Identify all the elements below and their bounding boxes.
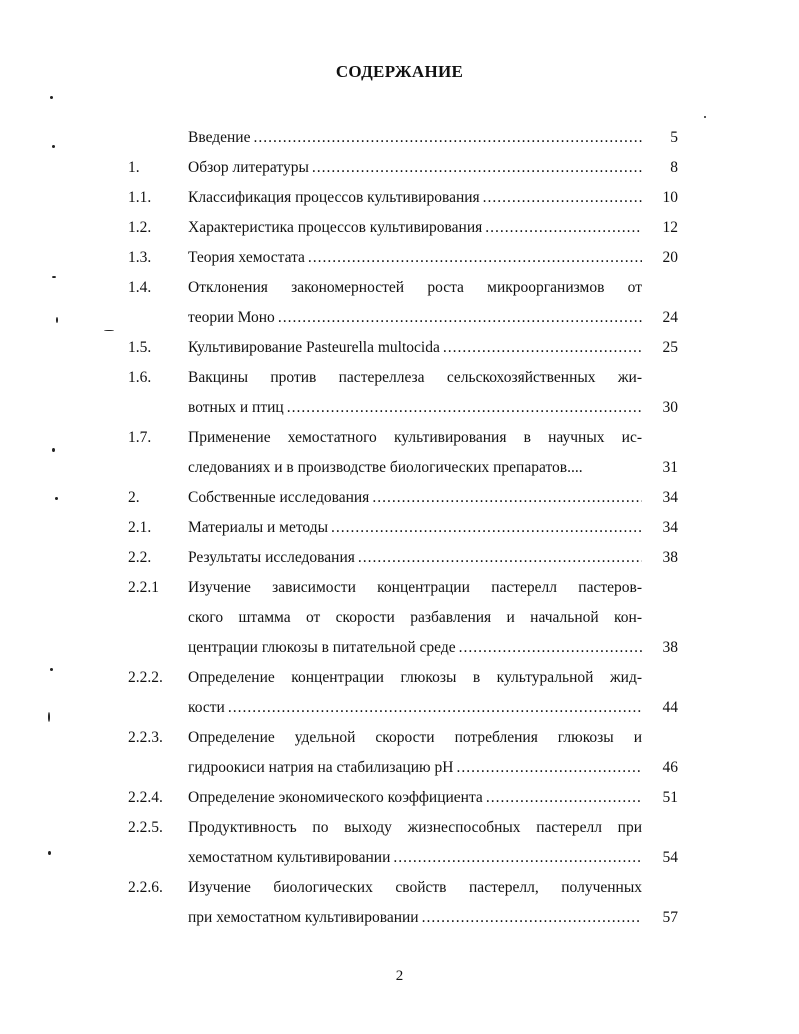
leader-dots	[456, 753, 642, 783]
toc-entry-line: центрации глюкозы в питательной среде .....	[188, 633, 642, 663]
toc-entry-line: Классификация процессов культивирования .....	[188, 183, 642, 213]
toc-entry-number: 1.6.	[128, 369, 152, 386]
toc-entry-page: 44	[662, 699, 678, 716]
toc-entry-page: 25	[662, 339, 678, 356]
toc-entry-line: Теория хемостата .....	[188, 243, 642, 273]
toc-entry-line: Введение .....	[188, 123, 642, 153]
toc-entry-line: Определение удельной скорости потребления глюкозы и	[188, 729, 642, 746]
toc-entry-page: 5	[670, 129, 678, 146]
toc-entry-number: 1.2.	[128, 219, 152, 236]
toc-entry-page: 54	[662, 849, 678, 866]
toc-entry-page: 51	[662, 789, 678, 806]
toc-entry-line: Обзор литературы .....	[188, 153, 642, 183]
toc-entry-page: 30	[662, 399, 678, 416]
toc-entry-line: при хемостатном культивировании .....	[188, 903, 642, 933]
toc-entry-page: 8	[670, 159, 678, 176]
toc-entry-page: 38	[662, 639, 678, 656]
toc-entry-number: 2.2.	[128, 549, 152, 566]
leader-dots	[443, 333, 642, 363]
toc-entry-page: 10	[662, 189, 678, 206]
toc-entry-title	[188, 723, 642, 783]
toc-entry-number: 1.5.	[128, 339, 152, 356]
toc-entry-line: Культивирование Pasteurella multocida .....	[188, 333, 642, 363]
leader-dots	[358, 543, 642, 573]
toc-entry-line: ского штамма от скорости разбавления и начальной кон-	[188, 609, 642, 626]
scan-speck	[104, 330, 114, 331]
leader-dots	[485, 213, 642, 243]
toc-entry-line: Изучение зависимости концентрации пастерелл пастеров-	[188, 579, 642, 596]
toc-entry-line: Характеристика процессов культивирования .....	[188, 213, 642, 243]
toc-entry-page: 38	[662, 549, 678, 566]
toc-entry-number: 1.3.	[128, 249, 152, 266]
scan-speck	[48, 851, 51, 855]
toc-entry-line: теории Моно .....	[188, 303, 642, 333]
scan-speck	[48, 712, 50, 722]
leader-dots	[312, 153, 642, 183]
toc-entry-line: Определение концентрации глюкозы в культуральной жид-	[188, 669, 642, 686]
toc-entry-line: Отклонения закономерностей роста микроорганизмов от	[188, 279, 642, 296]
leader-dots	[483, 183, 642, 213]
toc-entry-number: 2.2.3.	[128, 729, 163, 746]
toc-entry-title	[188, 483, 642, 513]
leader-dots	[253, 123, 642, 153]
toc-entry-title	[188, 123, 642, 153]
toc-entry-line: Определение экономического коэффициента .....	[188, 783, 642, 813]
toc-entry-line: Собственные исследования .....	[188, 483, 642, 513]
toc-entry-title	[188, 243, 642, 273]
toc-entry-number: 2.2.6.	[128, 879, 163, 896]
toc-entry-line: кости .....	[188, 693, 642, 723]
scan-speck	[52, 276, 56, 278]
toc-entry-page: 12	[662, 219, 678, 236]
toc-entry-line: следованиях и в производстве биологических препаратов....	[188, 459, 583, 476]
toc-entry-line: Продуктивность по выходу жизнеспособных пастерелл при	[188, 819, 642, 836]
toc-entry-title	[188, 153, 642, 183]
toc-entry-title	[188, 213, 642, 243]
leader-dots	[287, 393, 642, 423]
leader-dots	[228, 693, 642, 723]
toc-entry-number: 2.2.5.	[128, 819, 163, 836]
leader-dots	[422, 903, 642, 933]
toc-entry-number: 1.4.	[128, 279, 152, 296]
toc-entry-title	[188, 543, 642, 573]
toc-entry-title	[188, 663, 642, 723]
toc-entry-line: Вакцины против пастереллеза сельскохозяйственных жи-	[188, 369, 642, 386]
leader-dots	[459, 633, 642, 663]
toc-entry-title	[188, 333, 642, 363]
toc-entry-page: 20	[662, 249, 678, 266]
scan-speck	[55, 497, 58, 500]
leader-dots	[372, 483, 642, 513]
scan-speck	[52, 145, 55, 148]
leader-dots	[331, 513, 642, 543]
toc-entry-number: 1.	[128, 159, 140, 176]
toc-entry-title	[188, 873, 642, 933]
toc-entry-number: 2.1.	[128, 519, 152, 536]
leader-dots	[393, 843, 642, 873]
toc-entry-title	[188, 813, 642, 873]
toc-entry-title	[188, 363, 642, 423]
toc-entry-line: гидроокиси натрия на стабилизацию pH .....	[188, 753, 642, 783]
toc-entry-number: 2.2.1	[128, 579, 159, 596]
toc-entry-number: 2.	[128, 489, 140, 506]
toc-entry-title	[188, 573, 642, 663]
toc-entry-page: 34	[662, 519, 678, 536]
leader-dots	[278, 303, 642, 333]
toc-entry-title	[188, 783, 642, 813]
toc-entry-number: 2.2.2.	[128, 669, 163, 686]
scan-speck	[56, 317, 58, 323]
leader-dots	[308, 243, 642, 273]
toc-entry-page: 46	[662, 759, 678, 776]
toc-entry-page: 57	[662, 909, 678, 926]
toc-entry-page: 31	[662, 459, 678, 476]
toc-entry-line: Результаты исследования .....	[188, 543, 642, 573]
scan-speck	[50, 668, 53, 671]
toc-entry-line: вотных и птиц .....	[188, 393, 642, 423]
toc-entry-line: Материалы и методы .....	[188, 513, 642, 543]
scan-speck	[52, 448, 55, 452]
toc-entry-title	[188, 273, 642, 333]
toc-entry-number: 2.2.4.	[128, 789, 163, 806]
toc-entry-number: 1.7.	[128, 429, 152, 446]
scan-speck	[50, 96, 53, 99]
toc-entry-title	[188, 183, 642, 213]
toc-entry-title	[188, 513, 642, 543]
leader-dots	[486, 783, 642, 813]
toc-entry-page: 34	[662, 489, 678, 506]
toc-entry-line: хемостатном культивировании .....	[188, 843, 642, 873]
toc-entry-line: Изучение биологических свойств пастерелл, полученных	[188, 879, 642, 896]
toc-entry-line: Применение хемостатного культивирования в научных ис-	[188, 429, 642, 446]
toc-entry-title	[188, 423, 642, 483]
toc-entry-number: 1.1.	[128, 189, 152, 206]
page-title: СОДЕРЖАНИЕ	[335, 62, 464, 81]
scan-speck	[704, 116, 706, 118]
page-number: 2	[395, 968, 404, 984]
toc-entry-page: 24	[662, 309, 678, 326]
